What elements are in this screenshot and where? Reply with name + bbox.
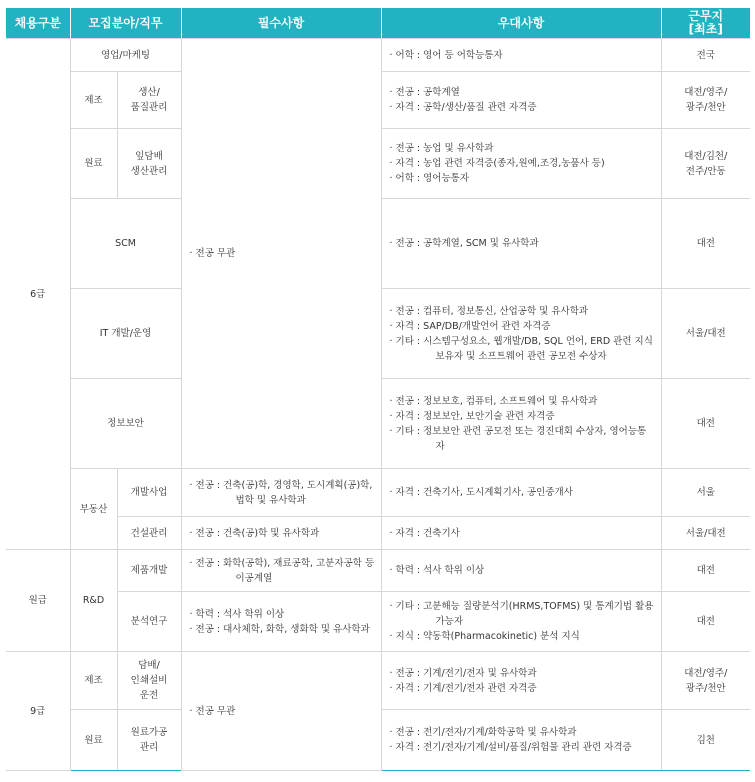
group-grade-6: 6급 xyxy=(6,39,70,550)
field-text: 인쇄설비 xyxy=(130,675,168,686)
field-cell xyxy=(117,652,181,710)
field-text: 건설관리 xyxy=(130,527,168,539)
location-text: 대전/영주/ xyxy=(684,667,728,679)
preferred-bullet: · 전공 : 전기/전자/기계/화학공학 및 유사학과 xyxy=(389,727,577,738)
preferred-cell xyxy=(381,710,661,771)
field-cell xyxy=(117,469,181,517)
preferred-bullet: · 기타 : 정보보안 관련 공모전 또는 경진대회 수상자, 영어능통자 xyxy=(389,425,647,452)
preferred-cell xyxy=(381,129,661,199)
location-cell xyxy=(661,289,750,379)
location-text: 김천 xyxy=(696,734,715,746)
required-cell xyxy=(181,550,381,592)
header-required: 필수사항 xyxy=(181,8,381,39)
location-text: 광주/천안 xyxy=(685,102,726,113)
table-row xyxy=(6,550,750,592)
location-text: 대전 xyxy=(696,565,715,576)
location-cell xyxy=(661,39,750,72)
table-header-row xyxy=(6,8,750,39)
field-cell xyxy=(117,517,181,550)
required-bullet: · 전공 : 화학(공학), 재료공학, 고분자공학 등 이공계열 xyxy=(189,557,375,584)
location-text: 대전 xyxy=(696,616,715,627)
location-cell xyxy=(661,550,750,592)
preferred-cell xyxy=(381,39,661,72)
preferred-bullet: · 자격 : 건축기사 xyxy=(389,527,460,539)
required-bullet: · 전공 : 대사체학, 화학, 생화학 및 유사학과 xyxy=(189,623,370,635)
preferred-bullet: · 자격 : 공학/생산/품질 관련 자격증 xyxy=(389,102,537,113)
location-text: 전국 xyxy=(696,49,715,61)
table-row xyxy=(6,517,750,550)
group-grade-researcher: 원급 xyxy=(6,550,70,652)
preferred-bullet: · 자격 : 건축기사, 도시계획기사, 공인중개사 xyxy=(389,487,573,498)
field-text: 잎담배 xyxy=(135,150,163,162)
preferred-cell xyxy=(381,550,661,592)
required-cell xyxy=(181,592,381,652)
location-text: 서울 xyxy=(696,487,715,498)
table-row xyxy=(6,652,750,710)
required-cell xyxy=(181,469,381,517)
preferred-bullet: · 기타 : 시스템구성요소, 웹개발/DB, SQL 언어, ERD 관련 지식 보유자 및 소프트웨어 관련 공모전 수상자 xyxy=(389,335,653,362)
field-cell xyxy=(117,710,181,771)
preferred-bullet: · 전공 : 공학계열, SCM 및 유사학과 xyxy=(389,238,539,249)
preferred-cell xyxy=(381,199,661,289)
preferred-cell xyxy=(381,592,661,652)
field-cell xyxy=(117,550,181,592)
location-cell xyxy=(661,72,750,129)
category-realestate: 부동산 xyxy=(70,469,117,550)
preferred-bullet: · 자격 : SAP/DB/개발언어 관련 자격증 xyxy=(389,320,551,332)
location-text: 광주/천안 xyxy=(685,682,726,694)
preferred-cell xyxy=(381,652,661,710)
preferred-bullet: · 전공 : 농업 및 유사학과 xyxy=(389,143,494,154)
location-cell xyxy=(661,592,750,652)
header-preferred: 우대사항 xyxy=(381,8,661,39)
preferred-bullet: · 어학 : 영어능통자 xyxy=(389,173,470,184)
category-rnd: R&D xyxy=(70,550,117,652)
field-text: 생산/ xyxy=(138,87,160,98)
preferred-bullet: · 기타 : 고분해능 질량분석기(HRMS,TOFMS) 및 통계기법 활용 가능자 xyxy=(389,601,654,627)
location-text: 서울/대전 xyxy=(685,527,726,539)
field-text: IT 개발/운영 xyxy=(99,328,152,339)
field-cell xyxy=(70,39,181,72)
location-text: 전주/안동 xyxy=(685,165,726,177)
field-text: 담배/ xyxy=(138,660,160,671)
table-row xyxy=(6,592,750,652)
preferred-bullet: · 어학 : 영어 등 어학능통자 xyxy=(389,49,503,61)
location-cell xyxy=(661,199,750,289)
category-raw: 원료 xyxy=(70,129,117,199)
preferred-bullet: · 자격 : 정보보안, 보안기술 관련 자격증 xyxy=(389,410,555,422)
table-row xyxy=(6,39,750,72)
location-text: 대전/김천/ xyxy=(684,150,728,162)
field-text: 영업/마케팅 xyxy=(100,49,151,61)
required-cell xyxy=(181,517,381,550)
required-bullet: · 학력 : 석사 학위 이상 xyxy=(189,608,285,620)
table-row xyxy=(6,469,750,517)
field-cell xyxy=(70,289,181,379)
category-raw-9: 원료 xyxy=(70,710,117,771)
location-cell xyxy=(661,652,750,710)
recruitment-table xyxy=(6,8,750,771)
preferred-bullet: · 전공 : 정보보호, 컴퓨터, 소프트웨어 및 유사학과 xyxy=(389,395,598,407)
header-grade: 채용구분 xyxy=(6,8,70,39)
preferred-bullet: · 지식 : 약동학(Pharmacokinetic) 분석 지식 xyxy=(389,631,580,642)
header-field: 모집분야/직무 xyxy=(70,8,181,39)
group-grade-9: 9급 xyxy=(6,652,70,771)
field-text: 제품개발 xyxy=(130,565,168,576)
required-bullet: · 전공 : 건축(공)학, 경영학, 도시계획(공)학, 법학 및 유사학과 xyxy=(189,479,373,506)
preferred-cell xyxy=(381,289,661,379)
location-cell xyxy=(661,517,750,550)
required-bullet: · 전공 : 건축(공)학 및 유사학과 xyxy=(189,527,320,539)
required-cell-common: · 전공 무관 xyxy=(181,39,381,469)
preferred-bullet: · 자격 : 기계/전기/전자 관련 자격증 xyxy=(389,682,537,694)
preferred-bullet: · 학력 : 석사 학위 이상 xyxy=(389,565,485,576)
field-cell xyxy=(117,592,181,652)
field-text: 정보보안 xyxy=(107,418,144,429)
category-mfg: 제조 xyxy=(70,72,117,129)
header-location-line2: [최초] xyxy=(688,22,723,36)
field-text: 운전 xyxy=(139,690,159,701)
preferred-bullet: · 전공 : 컴퓨터, 정보통신, 산업공학 및 유사학과 xyxy=(389,305,589,317)
preferred-bullet: · 자격 : 전기/전자/기계/설비/품질/위험물 관리 관련 자격증 xyxy=(389,742,632,753)
preferred-cell xyxy=(381,379,661,469)
location-cell xyxy=(661,379,750,469)
category-mfg-9: 제조 xyxy=(70,652,117,710)
field-text: 분석연구 xyxy=(130,616,168,627)
preferred-bullet: · 전공 : 공학계열 xyxy=(389,87,460,98)
preferred-cell xyxy=(381,517,661,550)
location-text: 서울/대전 xyxy=(685,328,726,339)
field-cell xyxy=(70,379,181,469)
location-text: 대전/영주/ xyxy=(684,87,728,98)
field-text: SCM xyxy=(115,238,136,249)
preferred-cell xyxy=(381,469,661,517)
field-text: 생산관리 xyxy=(130,165,168,177)
location-cell xyxy=(661,710,750,771)
location-text: 대전 xyxy=(696,238,715,249)
field-cell xyxy=(70,199,181,289)
field-text: 원료가공 xyxy=(130,727,168,738)
location-cell xyxy=(661,129,750,199)
field-text: 관리 xyxy=(139,742,159,753)
field-text: 개발사업 xyxy=(130,487,168,498)
field-cell xyxy=(117,129,181,199)
location-text: 대전 xyxy=(696,418,715,429)
header-location-line1: 근무지 xyxy=(688,9,724,23)
preferred-cell xyxy=(381,72,661,129)
field-cell xyxy=(117,72,181,129)
preferred-bullet: · 전공 : 기계/전기/전자 및 유사학과 xyxy=(389,667,537,679)
header-location xyxy=(661,8,750,39)
location-cell xyxy=(661,469,750,517)
field-text: 품질관리 xyxy=(130,102,168,113)
preferred-bullet: · 자격 : 농업 관련 자격증(종자,원예,조경,농품사 등) xyxy=(389,158,605,169)
required-cell-common-9: · 전공 무관 xyxy=(181,652,381,771)
